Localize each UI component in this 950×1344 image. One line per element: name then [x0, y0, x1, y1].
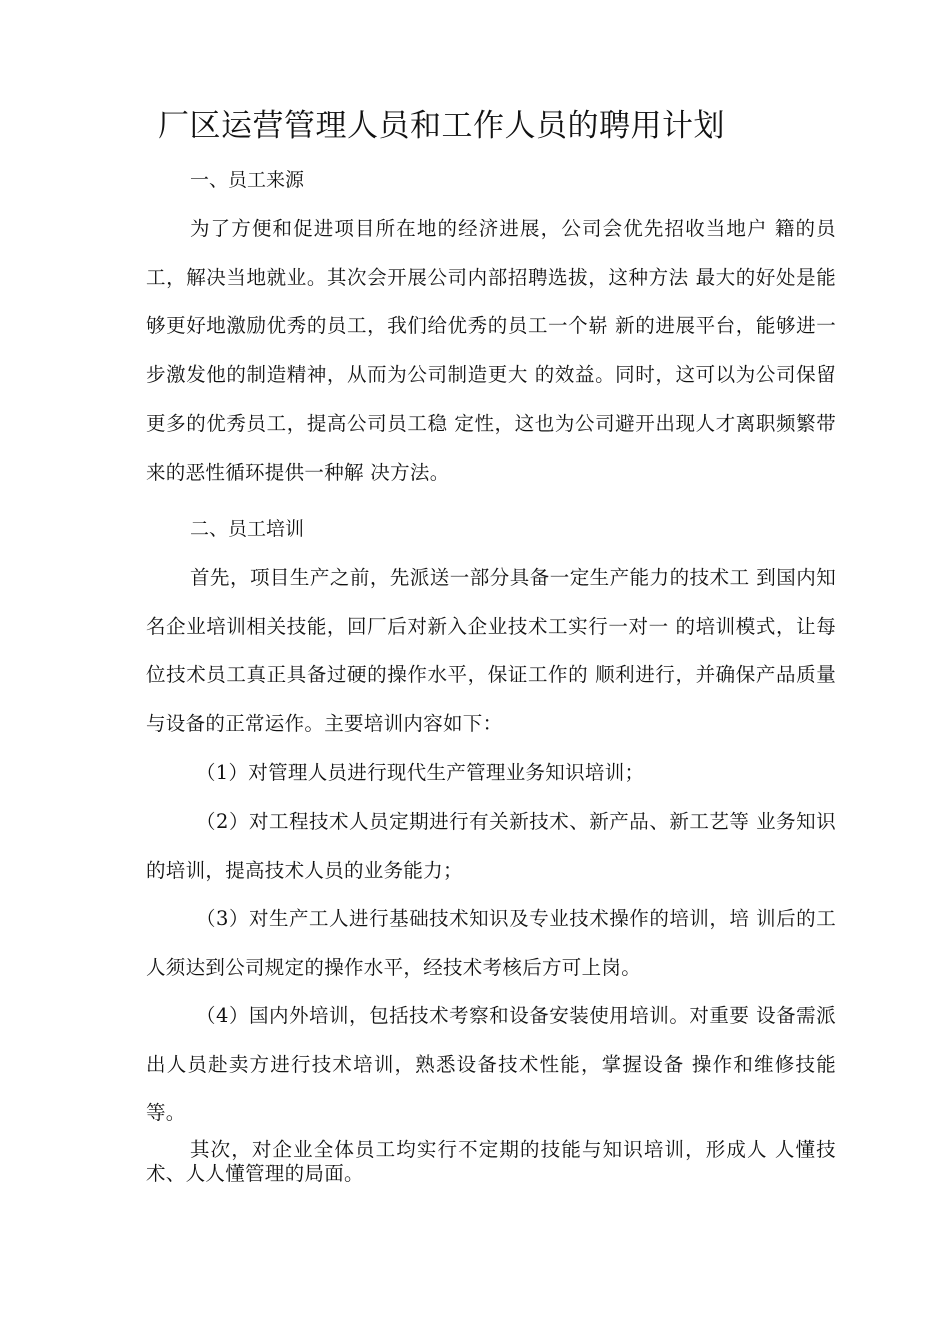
paragraph-staff-source: 为了方便和促进项目所在地的经济进展，公司会优先招收当地户 籍的员工，解决当地就业。其次会开展公司内部招聘选拔，这种方法 最大的好处是能够更好地激励优秀的员工，我们给优秀的员工一个崭 新的进展平台，能够进一步激发他的制造精神，从而为公司制造更大 的效益。同时，这可以为公司保留更多的优秀员工，提高公司员工稳 定性，这也为公司避开出现人才离职频繁带来的恶性循环提供一种解 决方法。: [146, 217, 836, 484]
training-item-2: （2）对工程技术人员定期进行有关新技术、新产品、新工艺等 业务知识的培训，提高技术人员的业务能力；: [146, 810, 836, 882]
paragraph-training-intro: 首先，项目生产之前，先派送一部分具备一定生产能力的技术工 到国内知名企业培训相关技能，回厂后对新入企业技术工实行一对一 的培训模式，让每位技术员工真正具备过硬的操作水平，保证工作的 顺利进行，并确保产品质量与设备的正常运作。主要培训内容如下：: [146, 566, 836, 736]
section-heading-staff-training: 二、员工培训: [190, 518, 305, 540]
training-item-1: （1）对管理人员进行现代生产管理业务知识培训；: [196, 761, 645, 784]
training-item-3: （3）对生产工人进行基础技术知识及专业技术操作的培训，培 训后的工人须达到公司规定的操作水平，经技术考核后方可上岗。: [146, 907, 836, 979]
section-heading-staff-source: 一、员工来源: [190, 169, 305, 191]
document-title: 厂区运营管理人员和工作人员的聘用计划: [158, 108, 725, 144]
paragraph-training-closing: 其次，对企业全体员工均实行不定期的技能与知识培训，形成人 人懂技术、人人懂管理的局面。: [146, 1138, 836, 1185]
training-item-4: （4）国内外培训，包括技术考察和设备安装使用培训。对重要 设备需派出人员赴卖方进行技术培训，熟悉设备技术性能，掌握设备 操作和维修技能等。: [146, 1004, 836, 1125]
